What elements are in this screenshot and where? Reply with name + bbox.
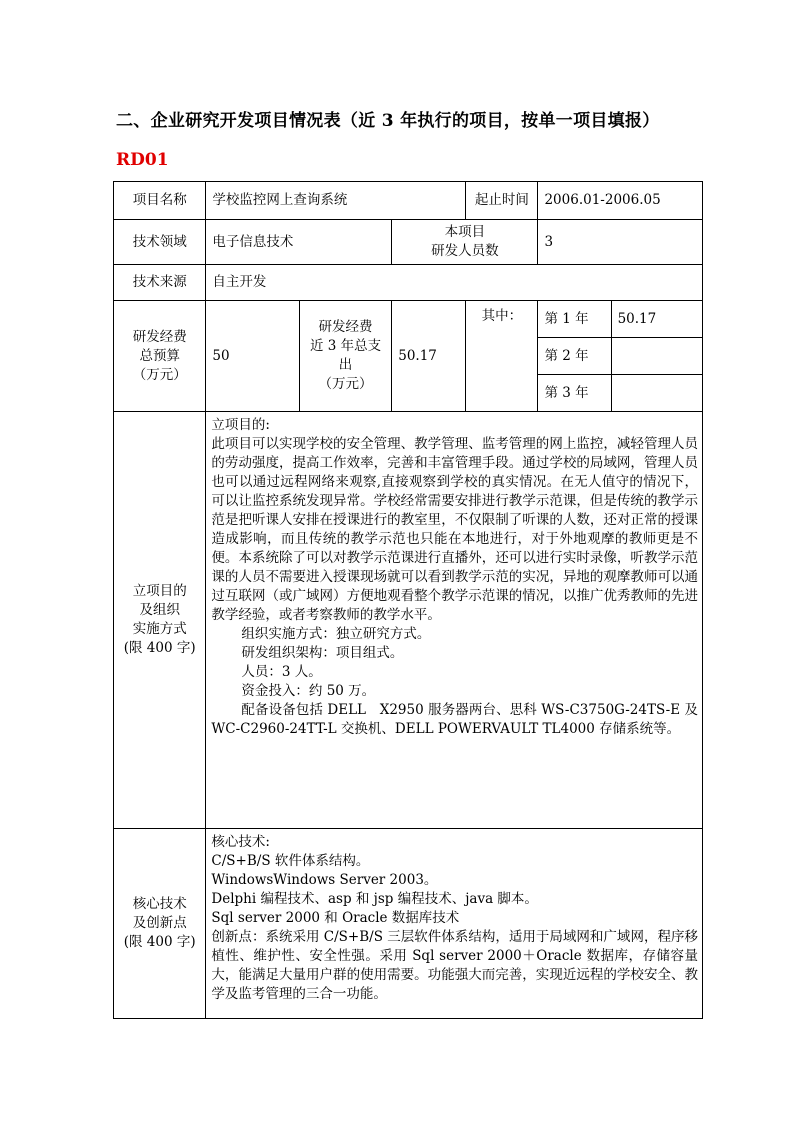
core-line-3: Delphi 编程技术、asp 和 jsp 编程技术、java 脚本。 — [211, 891, 538, 907]
table-row — [114, 412, 703, 829]
purpose-heading: 立项目的: — [211, 417, 270, 433]
budget-label-line3: （万元） — [132, 366, 187, 383]
project-form-table — [113, 181, 703, 1019]
equipment-line: 配备设备包括 DELL X2950 服务器两台、思科 WS-C3750G-24TS-E 及 WC-C2960-24TT-L 交换机、DELL POWERVAULT TL4000 存储系统等。 — [211, 702, 698, 737]
purpose-label-line4: (限 400 字) — [123, 640, 196, 656]
staff-label — [392, 220, 538, 265]
table-row — [114, 829, 703, 1019]
spend-label-line1: 研发经费 — [318, 319, 373, 335]
project-name-label: 项目名称 — [114, 182, 206, 220]
year2-label: 第 2 年 — [538, 338, 611, 375]
year2-value — [611, 338, 702, 375]
core-label-line1: 核心技术 — [132, 896, 187, 912]
tech-source-label: 技术来源 — [114, 265, 206, 301]
spend-label-line2: 近 3 年总支出 — [309, 338, 382, 373]
table-row — [114, 182, 703, 220]
org-structure-line: 研发组织架构：项目组式。 — [241, 645, 404, 661]
staff-label-line2: 研发人员数 — [431, 243, 499, 259]
year1-label: 第 1 年 — [538, 301, 611, 338]
core-heading: 核心技术: — [211, 834, 270, 850]
period-label: 起止时间 — [466, 182, 538, 220]
core-label-line3: (限 400 字) — [123, 934, 196, 950]
table-row — [114, 265, 703, 301]
purpose-label — [114, 412, 206, 829]
org-method-line: 组织实施方式：独立研究方式。 — [241, 626, 431, 642]
among-label: 其中： — [466, 301, 538, 412]
project-code: RD01 — [116, 150, 169, 170]
spend-label-line3: （万元） — [318, 376, 373, 392]
purpose-content — [206, 412, 703, 829]
document-title: 二、企业研究开发项目情况表（近 3 年执行的项目，按单一项目填报） — [116, 111, 660, 131]
core-line-2: WindowsWindows Server 2003。 — [211, 872, 438, 888]
budget-label — [114, 301, 206, 412]
table-row — [114, 220, 703, 265]
year1-value: 50.17 — [611, 301, 702, 338]
purpose-label-line2: 及组织 — [139, 602, 180, 618]
core-tech-label — [114, 829, 206, 1019]
budget-value: 50 — [206, 301, 299, 412]
budget-label-line1: 研发经费 — [132, 328, 187, 345]
tech-field-value: 电子信息技术 — [206, 220, 392, 265]
project-name-value: 学校监控网上查询系统 — [206, 182, 466, 220]
spend-label — [299, 301, 391, 412]
table-row — [114, 301, 703, 338]
innovation-paragraph: 创新点：系统采用 C/S+B/S 三层软件体系结构，适用于局域网和广域网，程序移植性、维护性、安全性强。采用 Sql server 2000＋Oracle 数据库，存储容量大，能满足大量用户群的使用需要。功能强大而完善，实现近远程的学校安全、教学及监考管理的三合一功能。 — [211, 929, 698, 1002]
year3-value — [611, 375, 702, 412]
purpose-label-line1: 立项目的 — [132, 583, 187, 599]
tech-field-label: 技术领域 — [114, 220, 206, 265]
purpose-label-line3: 实施方式 — [132, 621, 187, 637]
tech-source-value: 自主开发 — [206, 265, 703, 301]
purpose-paragraph: 此项目可以实现学校的安全管理、教学管理、监考管理的网上监控，减轻管理人员的劳动强度，提高工作效率，完善和丰富管理手段。通过学校的局域网，管理人员也可以通过远程网络来观察,直接观察到学校的真实情况。在无人值守的情况下，可以让监控系统发现异常。学校经常需要安排进行教学示范课，但是传统的教学示范是把听课人安排在授课进行的教室里，不仅限制了听课的人数，还对正常的授课造成影响，而且传统的教学示范也只能在本地进行，对于外地观摩的教师更是不便。本系统除了可以对教学示范课进行直播外，还可以进行实时录像，听教学示范课的人员不需要进入授课现场就可以看到教学示范的实况，异地的观摩教师可以通过互联网（或广域网）方便地观看整个教学示范课的情况，以推广优秀教师的先进教学经验，或者考察教师的教学水平。 — [211, 436, 698, 623]
budget-label-line2: 总预算 — [139, 347, 180, 364]
staff-label-line1: 本项目 — [444, 224, 486, 240]
period-value: 2006.01-2006.05 — [538, 182, 703, 220]
core-label-line2: 及创新点 — [132, 915, 187, 931]
staff-line: 人员：3 人。 — [241, 664, 322, 680]
core-tech-content — [206, 829, 703, 1019]
core-line-1: C/S+B/S 软件体系结构。 — [211, 853, 370, 869]
year3-label: 第 3 年 — [538, 375, 611, 412]
funding-line: 资金投入：约 50 万。 — [241, 683, 376, 699]
staff-count-value: 3 — [538, 220, 703, 265]
spend-value: 50.17 — [392, 301, 466, 412]
core-line-4: Sql server 2000 和 Oracle 数据库技术 — [211, 910, 460, 926]
